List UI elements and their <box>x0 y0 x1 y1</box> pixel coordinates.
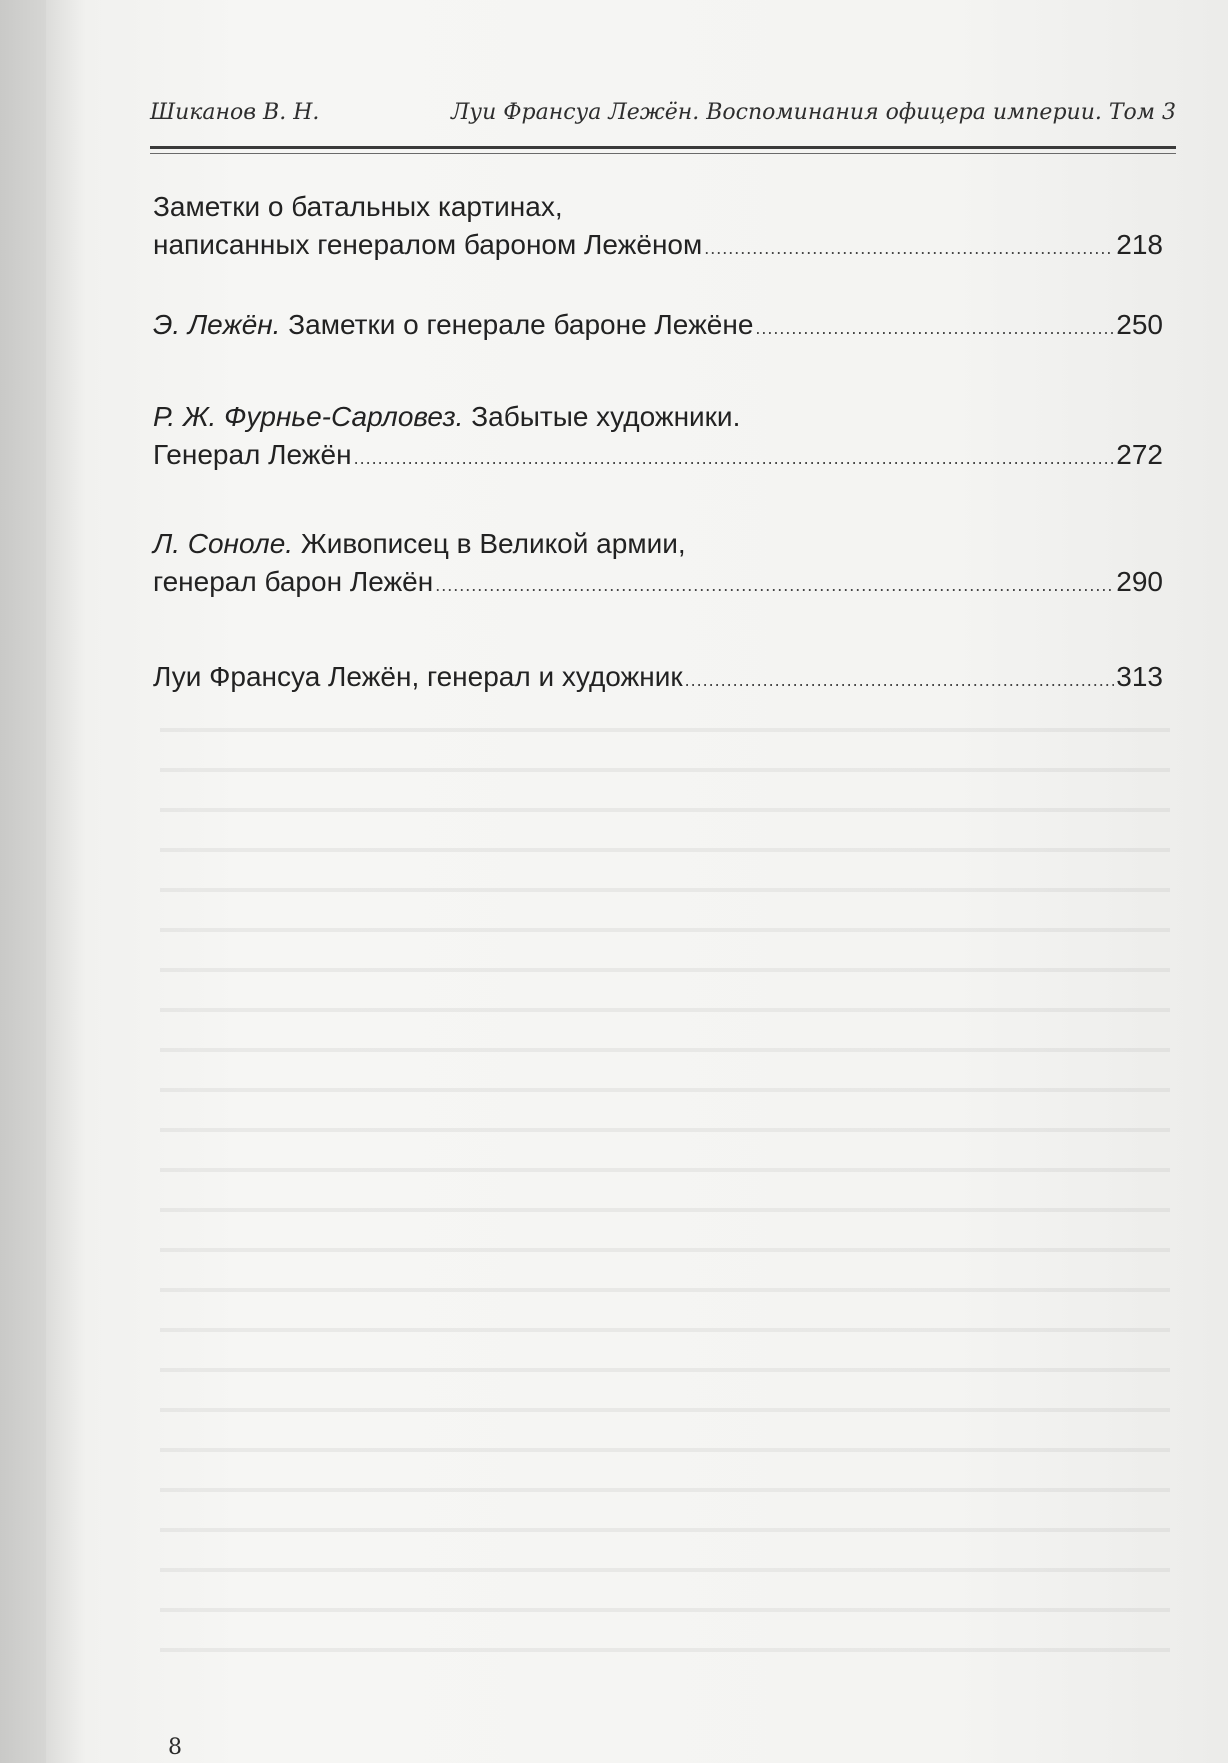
toc-entry-title: Забытые художники. <box>463 401 741 432</box>
toc-entry-title-cont: Генерал Лежён <box>153 439 352 470</box>
running-header <box>150 100 1176 140</box>
toc-line <box>153 525 1163 563</box>
toc-entry-title-cont: генерал барон Лежён <box>153 566 434 597</box>
toc-entry <box>153 398 1163 477</box>
toc-page-number: 272 <box>1116 439 1163 470</box>
toc-page-number: 250 <box>1116 309 1163 340</box>
page-number: 8 <box>168 1735 182 1760</box>
header-book-title: Луи Франсуа Лежён. Воспоминания офицера империи. Том 3 <box>450 100 1176 125</box>
toc-entry-title: Живописец в Великой армии, <box>293 528 686 559</box>
toc-leader-dots <box>435 566 1114 604</box>
toc-line <box>153 306 1163 347</box>
toc-leader-dots <box>755 309 1114 347</box>
toc-leader-dots <box>685 661 1115 699</box>
toc-entry-author: Л. Соноле. <box>153 528 294 559</box>
toc-entry <box>153 658 1163 699</box>
header-rule-thin <box>150 153 1176 154</box>
toc-entry <box>153 525 1163 604</box>
toc-page-number: 218 <box>1116 229 1163 260</box>
page-gutter-shadow <box>0 0 46 1763</box>
toc-line <box>153 436 1163 477</box>
toc-entry-title-cont: написанных генералом бароном Лежёном <box>153 229 703 260</box>
toc-page-number: 290 <box>1116 566 1163 597</box>
toc-page-number: 313 <box>1116 661 1163 692</box>
toc-line <box>153 658 1163 699</box>
toc-line <box>153 563 1163 604</box>
toc-line <box>153 398 1163 436</box>
toc-entry-title: Заметки о генерале бароне Лежёне <box>280 309 754 340</box>
bleed-through-text <box>160 700 1170 1680</box>
toc-entry <box>153 306 1163 347</box>
toc-entry-title: Заметки о батальных картинах, <box>153 191 563 222</box>
toc-leader-dots <box>704 229 1114 267</box>
toc-entry-author: Э. Лежён. <box>153 309 281 340</box>
toc-entry <box>153 188 1163 267</box>
toc-entry-author: Р. Ж. Фурнье-Сарловез. <box>153 401 464 432</box>
header-author: Шиканов В. Н. <box>150 100 320 125</box>
toc-entry-title: Луи Франсуа Лежён, генерал и художник <box>153 661 683 692</box>
header-rule-thick <box>150 146 1176 149</box>
toc-leader-dots <box>354 439 1115 477</box>
toc-line <box>153 188 1163 226</box>
toc-line <box>153 226 1163 267</box>
